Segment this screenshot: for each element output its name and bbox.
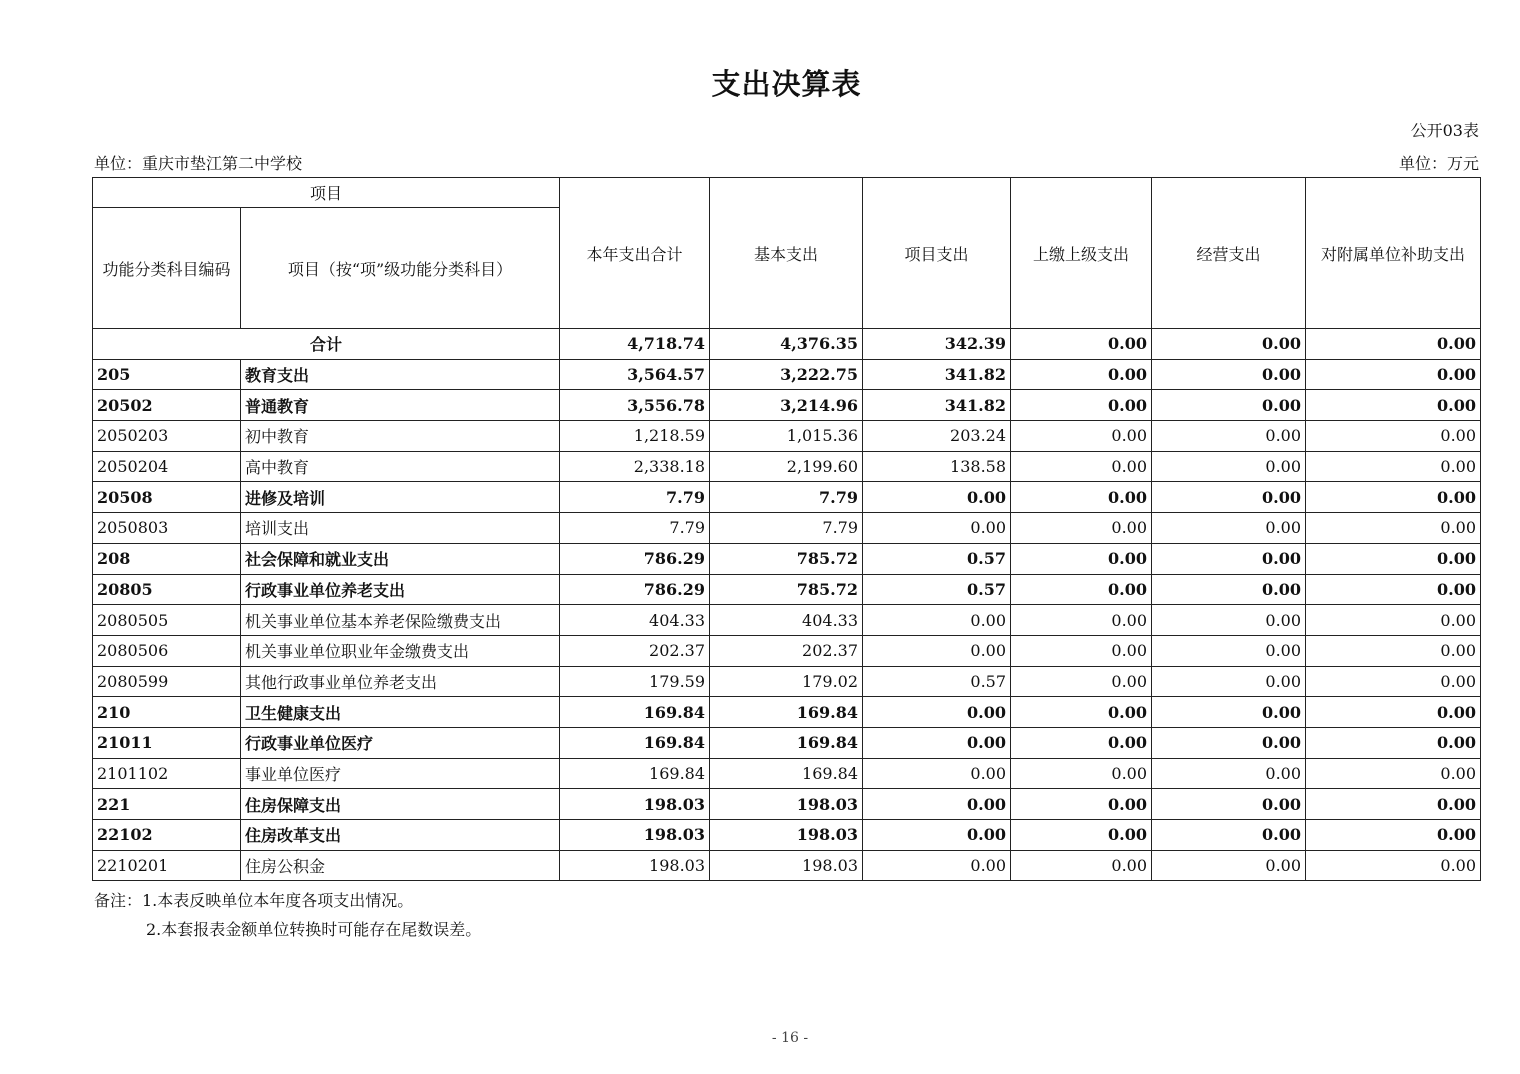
row-basic: 179.02 [710,666,863,697]
row-remit: 0.00 [1011,758,1152,789]
row-business: 0.00 [1152,421,1306,452]
total-cell-remit: 0.00 [1011,329,1152,360]
table-row [93,390,1481,421]
row-subsidy: 0.00 [1306,758,1481,789]
header-basic: 基本支出 [710,178,863,329]
row-business: 0.00 [1152,359,1306,390]
row-business: 0.00 [1152,574,1306,605]
note-1: 备注：1.本表反映单位本年度各项支出情况。 [94,891,414,910]
row-total: 786.29 [560,574,710,605]
row-total: 1,218.59 [560,421,710,452]
table-number: 公开03表 [1410,121,1479,140]
total-cell-business: 0.00 [1152,329,1306,360]
table-row [93,605,1481,636]
row-business: 0.00 [1152,758,1306,789]
row-total: 786.29 [560,543,710,574]
row-subsidy: 0.00 [1306,850,1481,881]
row-code: 21011 [93,727,241,758]
row-code: 20502 [93,390,241,421]
row-business: 0.00 [1152,727,1306,758]
row-name: 进修及培训 [241,482,560,513]
row-business: 0.00 [1152,451,1306,482]
row-remit: 0.00 [1011,543,1152,574]
row-basic: 3,222.75 [710,359,863,390]
row-subsidy: 0.00 [1306,605,1481,636]
row-name: 其他行政事业单位养老支出 [241,666,560,697]
row-project: 138.58 [863,451,1011,482]
row-subsidy: 0.00 [1306,513,1481,544]
table-row [93,758,1481,789]
row-business: 0.00 [1152,697,1306,728]
row-name: 普通教育 [241,390,560,421]
row-name: 住房保障支出 [241,789,560,820]
row-business: 0.00 [1152,635,1306,666]
row-code: 210 [93,697,241,728]
row-remit: 0.00 [1011,635,1152,666]
header-code: 功能分类科目编码 [93,208,241,329]
row-subsidy: 0.00 [1306,820,1481,851]
row-project: 341.82 [863,390,1011,421]
header-remit: 上缴上级支出 [1011,178,1152,329]
row-remit: 0.00 [1011,789,1152,820]
header-name: 项目（按“项”级功能分类科目） [241,208,560,329]
row-name: 高中教育 [241,451,560,482]
row-basic: 785.72 [710,543,863,574]
row-business: 0.00 [1152,850,1306,881]
row-total: 2,338.18 [560,451,710,482]
row-project: 0.57 [863,574,1011,605]
row-remit: 0.00 [1011,605,1152,636]
header-total: 本年支出合计 [560,178,710,329]
row-project: 0.00 [863,605,1011,636]
table-row [93,850,1481,881]
row-name: 住房改革支出 [241,820,560,851]
total-cell-project: 342.39 [863,329,1011,360]
row-subsidy: 0.00 [1306,727,1481,758]
row-total: 198.03 [560,820,710,851]
page-title: 支出决算表 [711,67,862,101]
row-project: 0.00 [863,758,1011,789]
row-name: 住房公积金 [241,850,560,881]
row-remit: 0.00 [1011,697,1152,728]
row-code: 22102 [93,820,241,851]
row-basic: 404.33 [710,605,863,636]
row-project: 0.00 [863,820,1011,851]
row-basic: 169.84 [710,727,863,758]
row-remit: 0.00 [1011,850,1152,881]
row-name: 事业单位医疗 [241,758,560,789]
row-business: 0.00 [1152,605,1306,636]
row-total: 169.84 [560,697,710,728]
row-basic: 198.03 [710,789,863,820]
row-basic: 2,199.60 [710,451,863,482]
row-subsidy: 0.00 [1306,390,1481,421]
row-basic: 1,015.36 [710,421,863,452]
table-row [93,482,1481,513]
row-project: 0.00 [863,513,1011,544]
total-cell-subsidy: 0.00 [1306,329,1481,360]
reporting-unit: 单位：重庆市垫江第二中学校 [94,154,303,173]
row-name: 社会保障和就业支出 [241,543,560,574]
row-subsidy: 0.00 [1306,635,1481,666]
row-remit: 0.00 [1011,513,1152,544]
total-cell-basic: 4,376.35 [710,329,863,360]
row-basic: 198.03 [710,820,863,851]
row-subsidy: 0.00 [1306,421,1481,452]
row-subsidy: 0.00 [1306,482,1481,513]
row-total: 7.79 [560,513,710,544]
header-item-group: 项目 [93,178,560,208]
row-subsidy: 0.00 [1306,697,1481,728]
row-total: 3,556.78 [560,390,710,421]
row-code: 2080505 [93,605,241,636]
row-project: 0.00 [863,482,1011,513]
row-project: 341.82 [863,359,1011,390]
row-total: 198.03 [560,850,710,881]
table-row [93,820,1481,851]
row-remit: 0.00 [1011,820,1152,851]
table-row [93,359,1481,390]
row-business: 0.00 [1152,820,1306,851]
row-remit: 0.00 [1011,727,1152,758]
row-project: 0.00 [863,727,1011,758]
row-project: 0.00 [863,697,1011,728]
table-row [93,666,1481,697]
row-code: 2050803 [93,513,241,544]
row-code: 20508 [93,482,241,513]
row-project: 0.57 [863,543,1011,574]
header-business: 经营支出 [1152,178,1306,329]
header-project: 项目支出 [863,178,1011,329]
row-basic: 7.79 [710,513,863,544]
row-name: 教育支出 [241,359,560,390]
page-number: - 16 - [771,1030,809,1046]
row-remit: 0.00 [1011,574,1152,605]
row-code: 221 [93,789,241,820]
row-basic: 169.84 [710,697,863,728]
table-row [93,543,1481,574]
total-cell-total: 4,718.74 [560,329,710,360]
row-project: 203.24 [863,421,1011,452]
row-subsidy: 0.00 [1306,359,1481,390]
row-total: 404.33 [560,605,710,636]
row-subsidy: 0.00 [1306,451,1481,482]
row-basic: 198.03 [710,850,863,881]
table-row [93,697,1481,728]
table-row [93,513,1481,544]
row-name: 培训支出 [241,513,560,544]
row-business: 0.00 [1152,390,1306,421]
header-subsidy: 对附属单位补助支出 [1306,178,1481,329]
row-code: 20805 [93,574,241,605]
row-total: 198.03 [560,789,710,820]
row-name: 初中教育 [241,421,560,452]
row-code: 208 [93,543,241,574]
row-business: 0.00 [1152,789,1306,820]
row-subsidy: 0.00 [1306,789,1481,820]
row-total: 169.84 [560,758,710,789]
row-name: 机关事业单位基本养老保险缴费支出 [241,605,560,636]
row-remit: 0.00 [1011,666,1152,697]
table-row [93,574,1481,605]
table-row [93,789,1481,820]
row-total: 3,564.57 [560,359,710,390]
total-row [93,329,1481,360]
row-business: 0.00 [1152,482,1306,513]
row-code: 2050203 [93,421,241,452]
row-total: 169.84 [560,727,710,758]
row-code: 2101102 [93,758,241,789]
table-row [93,451,1481,482]
row-basic: 202.37 [710,635,863,666]
row-business: 0.00 [1152,513,1306,544]
row-code: 2210201 [93,850,241,881]
row-code: 2080599 [93,666,241,697]
row-code: 2080506 [93,635,241,666]
row-code: 205 [93,359,241,390]
row-remit: 0.00 [1011,390,1152,421]
row-remit: 0.00 [1011,482,1152,513]
row-project: 0.57 [863,666,1011,697]
row-total: 202.37 [560,635,710,666]
row-subsidy: 0.00 [1306,574,1481,605]
row-business: 0.00 [1152,666,1306,697]
total-label: 合计 [93,329,560,360]
table-row [93,421,1481,452]
row-remit: 0.00 [1011,451,1152,482]
row-remit: 0.00 [1011,359,1152,390]
expenditure-table [92,177,1481,881]
row-project: 0.00 [863,789,1011,820]
table-row [93,727,1481,758]
row-business: 0.00 [1152,543,1306,574]
row-remit: 0.00 [1011,421,1152,452]
row-code: 2050204 [93,451,241,482]
currency-unit: 单位：万元 [1398,154,1479,173]
row-project: 0.00 [863,850,1011,881]
row-name: 卫生健康支出 [241,697,560,728]
row-subsidy: 0.00 [1306,666,1481,697]
row-name: 行政事业单位医疗 [241,727,560,758]
note-2: 2.本套报表金额单位转换时可能存在尾数误差。 [146,920,482,939]
row-total: 179.59 [560,666,710,697]
row-basic: 169.84 [710,758,863,789]
row-basic: 785.72 [710,574,863,605]
row-total: 7.79 [560,482,710,513]
row-basic: 3,214.96 [710,390,863,421]
row-name: 机关事业单位职业年金缴费支出 [241,635,560,666]
row-name: 行政事业单位养老支出 [241,574,560,605]
row-basic: 7.79 [710,482,863,513]
row-subsidy: 0.00 [1306,543,1481,574]
row-project: 0.00 [863,635,1011,666]
table-row [93,635,1481,666]
